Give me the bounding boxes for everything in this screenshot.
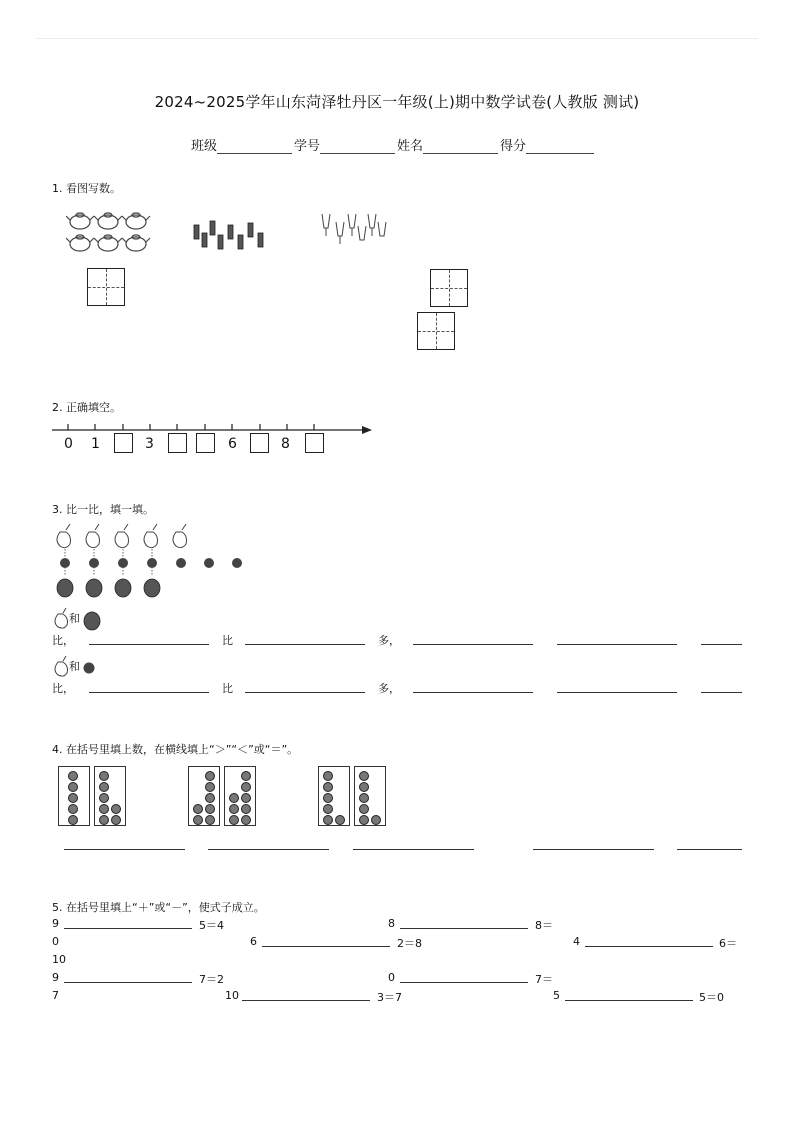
q4-blank-5[interactable] bbox=[677, 849, 742, 850]
blank-box-9[interactable] bbox=[305, 433, 324, 453]
eq8-left-num: 5 bbox=[553, 989, 560, 1002]
row1-duo-label: 多， bbox=[378, 634, 400, 647]
q4-blank-3[interactable] bbox=[353, 849, 474, 850]
row1-blank-2[interactable] bbox=[245, 644, 365, 645]
eq3-blank[interactable] bbox=[262, 946, 390, 947]
eq1-right: 5＝4 bbox=[199, 919, 224, 932]
eq8-blank[interactable] bbox=[565, 1000, 693, 1001]
glass-picture bbox=[318, 210, 390, 254]
number-label-8: 8 bbox=[281, 436, 290, 452]
q4-blank-2[interactable] bbox=[208, 849, 329, 850]
row1-blank-3[interactable] bbox=[413, 644, 533, 645]
question-1-title: 1. 看图写数。 bbox=[52, 182, 121, 195]
row2-duo-label: 多， bbox=[378, 682, 400, 695]
number-label-3: 3 bbox=[145, 436, 154, 452]
row1-bi2-label: 比 bbox=[222, 634, 233, 647]
row2-blank-4[interactable] bbox=[557, 692, 677, 693]
answer-box-glasses[interactable] bbox=[417, 312, 455, 350]
candle-picture bbox=[190, 215, 270, 255]
score-label: 得分 bbox=[500, 139, 527, 154]
row1-blank-4[interactable] bbox=[557, 644, 677, 645]
and-label-1: 和 bbox=[69, 612, 80, 625]
top-rule bbox=[36, 38, 758, 39]
eq7-blank[interactable] bbox=[242, 1000, 370, 1001]
eq4-left-num: 4 bbox=[573, 935, 580, 948]
blank-box-2[interactable] bbox=[114, 433, 133, 453]
eq2-right: 8＝ bbox=[535, 919, 553, 932]
blank-box-5[interactable] bbox=[196, 433, 215, 453]
pineapple-icon bbox=[81, 607, 103, 631]
eq6-result: 7 bbox=[52, 989, 59, 1002]
number-label-6: 6 bbox=[228, 436, 237, 452]
row2-blank-3[interactable] bbox=[413, 692, 533, 693]
eq2-result: 0 bbox=[52, 935, 59, 948]
row2-blank-5[interactable] bbox=[701, 692, 742, 693]
class-label: 班级 bbox=[191, 139, 218, 154]
eq8-right: 5＝0 bbox=[699, 991, 724, 1004]
eq1-left-num: 9 bbox=[52, 917, 59, 930]
page-title: 2024~2025学年山东菏泽牡丹区一年级(上)期中数学试卷(人教版 测试) bbox=[154, 93, 640, 111]
name-label: 姓名 bbox=[397, 139, 424, 154]
dot-frame-2b bbox=[224, 766, 256, 826]
answer-box-teapots[interactable] bbox=[87, 268, 125, 306]
eq6-left-num: 0 bbox=[388, 971, 395, 984]
eq3-right: 2＝8 bbox=[397, 937, 422, 950]
eq4-blank[interactable] bbox=[585, 946, 713, 947]
student-id-field[interactable] bbox=[320, 139, 395, 154]
number-label-1: 1 bbox=[91, 436, 100, 452]
eq4-result: 10 bbox=[52, 953, 66, 966]
row1-blank-1[interactable] bbox=[89, 644, 209, 645]
eq6-blank[interactable] bbox=[400, 982, 528, 983]
eq4-right: 6＝ bbox=[719, 937, 737, 950]
blank-box-7[interactable] bbox=[250, 433, 269, 453]
info-line bbox=[191, 135, 596, 154]
q4-blank-4[interactable] bbox=[533, 849, 654, 850]
student-id-label: 学号 bbox=[294, 139, 321, 154]
class-field[interactable] bbox=[217, 139, 292, 154]
number-label-0: 0 bbox=[64, 436, 73, 452]
question-4-title: 4. 在括号里填上数，在横线填上“＞”“＜”或“＝”。 bbox=[52, 743, 299, 756]
row2-blank-2[interactable] bbox=[245, 692, 365, 693]
eq3-left-num: 6 bbox=[250, 935, 257, 948]
fruit-comparison-picture bbox=[52, 522, 252, 602]
row2-bi2-label: 比 bbox=[222, 682, 233, 695]
dot-frame-2a bbox=[188, 766, 220, 826]
row2-blank-1[interactable] bbox=[89, 692, 209, 693]
question-2-title: 2. 正确填空。 bbox=[52, 401, 121, 414]
dot-frame-3b bbox=[354, 766, 386, 826]
blank-box-4[interactable] bbox=[168, 433, 187, 453]
name-field[interactable] bbox=[423, 139, 498, 154]
eq7-left-num: 10 bbox=[225, 989, 239, 1002]
eq1-blank[interactable] bbox=[64, 928, 192, 929]
eq5-right: 7＝2 bbox=[199, 973, 224, 986]
eq7-right: 3＝7 bbox=[377, 991, 402, 1004]
eq2-blank[interactable] bbox=[400, 928, 528, 929]
row1-bi-label: 比， bbox=[52, 634, 74, 647]
score-field[interactable] bbox=[526, 139, 594, 154]
eq6-right: 7＝ bbox=[535, 973, 553, 986]
eq5-blank[interactable] bbox=[64, 982, 192, 983]
eq2-left-num: 8 bbox=[388, 917, 395, 930]
dot-frame-1a bbox=[58, 766, 90, 826]
tomato-icon bbox=[81, 660, 97, 676]
eq5-left-num: 9 bbox=[52, 971, 59, 984]
teapot-picture bbox=[66, 210, 156, 256]
dot-frame-1b bbox=[94, 766, 126, 826]
row1-blank-5[interactable] bbox=[701, 644, 742, 645]
and-label-2: 和 bbox=[69, 660, 80, 673]
answer-box-candles[interactable] bbox=[430, 269, 468, 307]
question-3-title: 3. 比一比，填一填。 bbox=[52, 503, 154, 516]
row2-bi-label: 比， bbox=[52, 682, 74, 695]
question-5-title: 5. 在括号里填上“＋”或“－”，使式子成立。 bbox=[52, 901, 265, 914]
q4-blank-1[interactable] bbox=[64, 849, 185, 850]
dot-frame-3a bbox=[318, 766, 350, 826]
